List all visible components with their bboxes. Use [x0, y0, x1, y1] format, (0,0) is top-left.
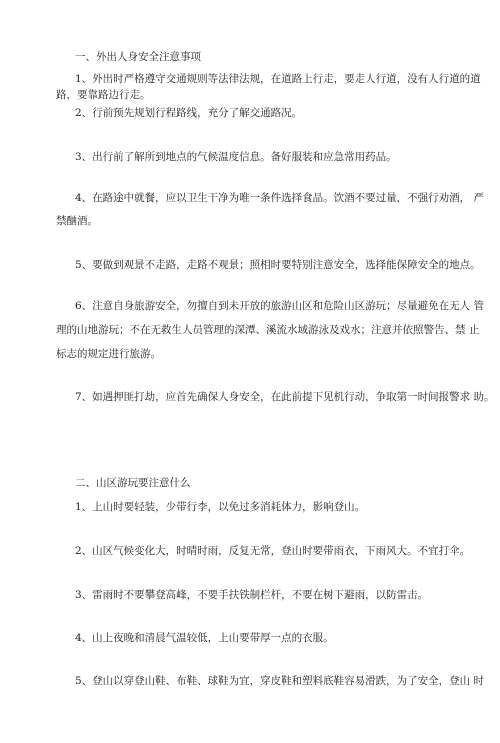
s2-item-2-line-1: 2、山区气候变化大，时晴时雨，反复无常，登山时要带雨衣，下雨风大。不宜打伞。 — [75, 545, 471, 557]
s2-item-5-line-1: 5、登山以穿登山鞋、布鞋、球鞋为宜，穿皮鞋和塑料底鞋容易滑跌，为了安全，登山 时 — [75, 675, 485, 687]
s1-item-4-line-2: 禁酗酒。 — [56, 215, 98, 227]
s2-item-1-line-1: 1、上山时要轻装，少带行李，以免过多消耗体力，影响登山。 — [75, 501, 366, 513]
s1-item-6-line-2: 理的山地游玩；不在无救生人员管理的深潭、溪流水域游泳及戏水；注意并依照警告、禁 止 — [56, 324, 480, 336]
section-1-heading: 一、外出人身安全注意事项 — [75, 51, 201, 63]
s2-item-4-line-1: 4、山上夜晚和清晨气温较低，上山要带厚一点的衣服。 — [75, 632, 334, 644]
s1-item-5-line-1: 5、要做到观景不走路，走路不观景；照相时要特别注意安全，选择能保障安全的地点。 — [75, 259, 481, 271]
s1-item-6-line-3: 标志的规定进行旅游。 — [56, 348, 161, 360]
s2-item-3-line-1: 3、雷雨时不要攀登高峰，不要手扶铁制栏杆，不要在树下避雨，以防雷击。 — [75, 589, 429, 601]
s1-item-1-line-1: 1、外出时严格遵守交通规则等法律法规，在道路上行走，要走人行道，没有人行道的道 — [75, 73, 481, 85]
s1-item-2-line-1: 2、行前预先规划行程路线，充分了解交通路况。 — [75, 107, 303, 119]
s1-item-3-line-1: 3、出行前了解所到地点的气候温度信息。备好服装和应急常用药品。 — [75, 151, 397, 163]
s1-item-6-line-1: 6、注意自身旅游安全，勿擅自到未开放的旅游山区和危险山区游玩；尽量避免在无人 管 — [75, 300, 485, 312]
s1-item-4-line-1: 4、在路途中就餐，应以卫生干净为唯一条件选择食品。饮酒不要过量，不强行劝酒， 严 — [75, 192, 485, 204]
s1-item-1-line-2: 路，要靠路边行走。 — [56, 89, 151, 101]
section-2-heading: 二、山区游玩要注意什么 — [75, 477, 191, 489]
s1-item-7-line-1: 7、如遇押匪打劫，应首先确保人身安全，在此前提下见机行动，争取第一时间报警求 助。 — [75, 391, 495, 403]
